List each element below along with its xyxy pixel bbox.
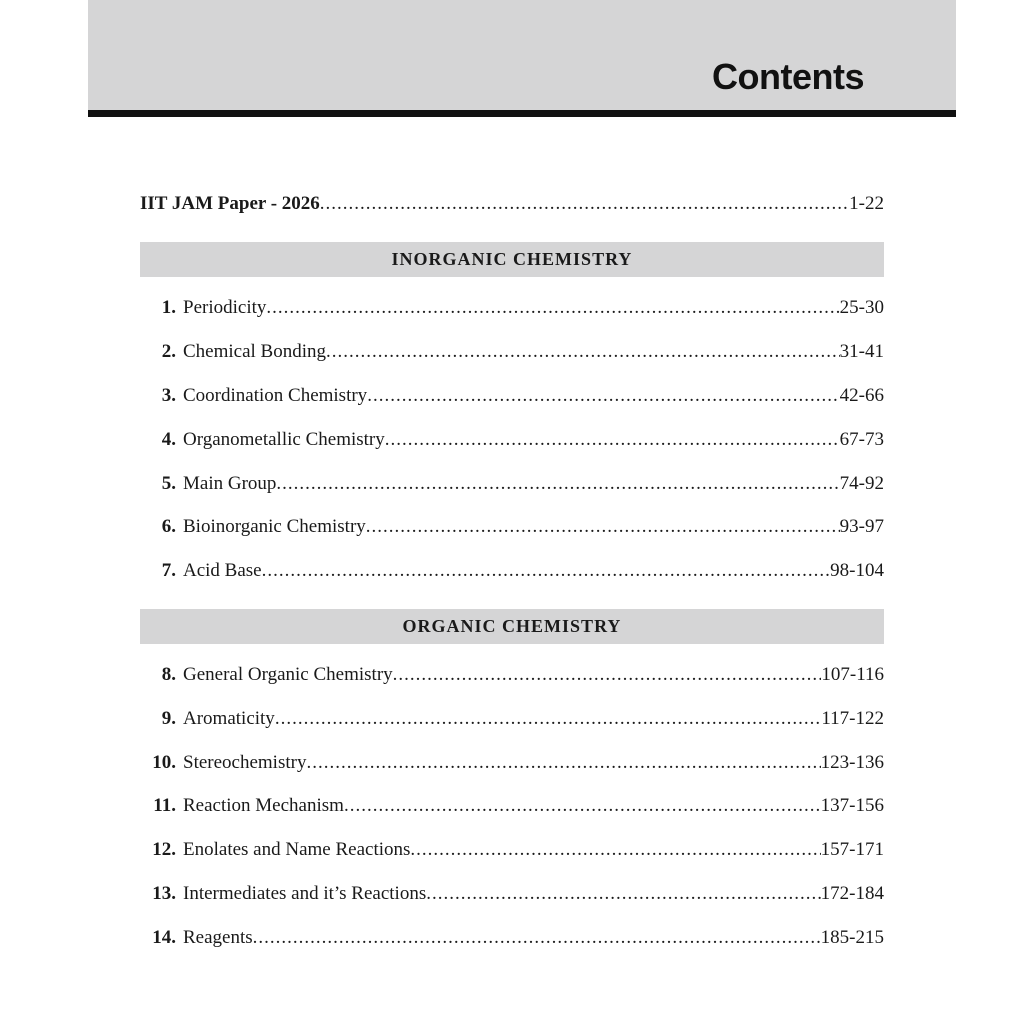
toc-entry[interactable] <box>140 706 884 732</box>
entry-pages: 98-104 <box>830 560 884 581</box>
entry-pages: 74-92 <box>839 473 884 494</box>
entry-number: 5. <box>161 473 176 494</box>
toc-entry[interactable] <box>140 514 884 540</box>
entry-pages: 25-30 <box>839 297 884 318</box>
entry-title: IIT JAM Paper - 2026 <box>140 193 320 214</box>
entry-number: 14. <box>152 927 176 948</box>
section-heading-inorganic: INORGANIC CHEMISTRY <box>140 242 884 277</box>
page-title: Contents <box>712 56 864 97</box>
entry-number: 2. <box>161 341 176 362</box>
entry-pages: 42-66 <box>839 385 884 406</box>
entry-pages: 137-156 <box>820 795 884 816</box>
toc-entry[interactable] <box>140 793 884 819</box>
toc-entry[interactable] <box>140 558 884 584</box>
entry-pages: 93-97 <box>839 516 884 537</box>
entry-number: 1. <box>161 297 176 318</box>
entry-number: 12. <box>152 839 176 860</box>
entry-pages: 185-215 <box>820 927 884 948</box>
entry-pages: 172-184 <box>820 883 884 904</box>
dot-leader <box>253 925 821 951</box>
entry-pages: 117-122 <box>821 708 884 729</box>
toc-entry[interactable] <box>140 383 884 409</box>
entry-title: Organometallic Chemistry <box>183 429 385 450</box>
entry-number: 7. <box>161 560 176 581</box>
dot-leader <box>410 837 820 863</box>
entry-pages: 157-171 <box>820 839 884 860</box>
entry-title: Chemical Bonding <box>183 341 327 362</box>
section-heading-organic: ORGANIC CHEMISTRY <box>140 609 884 644</box>
dot-leader <box>266 295 839 321</box>
entry-title: Reaction Mechanism <box>183 795 344 816</box>
entry-pages: 123-136 <box>820 752 884 773</box>
entry-title: General Organic Chemistry <box>183 664 393 685</box>
dot-leader <box>344 793 821 819</box>
dot-leader <box>426 881 820 907</box>
entry-number: 11. <box>153 795 176 816</box>
dot-leader <box>366 514 840 540</box>
toc-entry[interactable] <box>140 837 884 863</box>
entry-pages: 107-116 <box>821 664 884 685</box>
entry-number: 8. <box>161 664 176 685</box>
entry-title: Main Group <box>183 473 277 494</box>
entry-title: Stereochemistry <box>183 752 307 773</box>
toc-entry[interactable] <box>140 925 884 951</box>
dot-leader <box>306 750 820 776</box>
toc-entry[interactable] <box>140 662 884 688</box>
entry-pages: 67-73 <box>839 429 884 450</box>
entry-title: Reagents <box>183 927 253 948</box>
dot-leader <box>275 706 822 732</box>
entry-number: 10. <box>152 752 176 773</box>
entry-number: 6. <box>161 516 176 537</box>
toc-entry-exam-paper[interactable] <box>140 191 884 217</box>
dot-leader <box>393 662 822 688</box>
header-rule <box>88 110 956 117</box>
entry-pages: 31-41 <box>839 341 884 362</box>
entry-number: 4. <box>161 429 176 450</box>
dot-leader <box>326 339 840 365</box>
dot-leader <box>385 427 840 453</box>
entry-number: 3. <box>161 385 176 406</box>
dot-leader <box>320 191 849 217</box>
dot-leader <box>262 558 831 584</box>
toc-entry[interactable] <box>140 881 884 907</box>
toc-entry[interactable] <box>140 339 884 365</box>
entry-title: Intermediates and it’s Reactions <box>183 883 427 904</box>
dot-leader <box>276 471 839 497</box>
toc-entry[interactable] <box>140 750 884 776</box>
toc-entry[interactable] <box>140 471 884 497</box>
toc-entry[interactable] <box>140 295 884 321</box>
entry-title: Acid Base <box>183 560 262 581</box>
entry-title: Aromaticity <box>183 708 275 729</box>
entry-pages: 1-22 <box>849 193 884 214</box>
entry-title: Coordination Chemistry <box>183 385 368 406</box>
entry-title: Enolates and Name Reactions <box>183 839 411 860</box>
entry-number: 9. <box>161 708 176 729</box>
entry-title: Periodicity <box>183 297 267 318</box>
entry-number: 13. <box>152 883 176 904</box>
toc-entry[interactable] <box>140 427 884 453</box>
entry-title: Bioinorganic Chemistry <box>183 516 366 537</box>
dot-leader <box>367 383 839 409</box>
